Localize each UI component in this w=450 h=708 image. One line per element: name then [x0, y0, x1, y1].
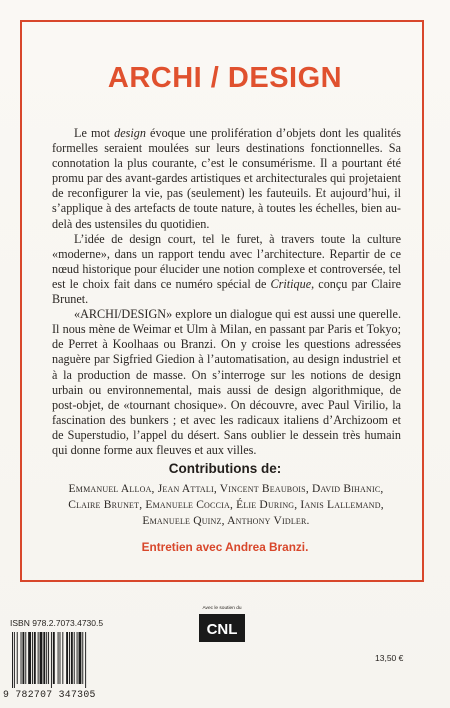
isbn-label: ISBN 978.2.7073.4730.5: [10, 618, 104, 628]
contributors-line-2: Claire Brunet, Emanuele Coccia, Élie During, Ianis Lallemand,: [68, 499, 384, 511]
contributions-heading: Contributions de:: [168, 461, 282, 476]
contributors-list: [36, 481, 416, 529]
contributors-line-3: Emanuele Quinz, Anthony Vidler.: [142, 515, 310, 527]
blurb-paragraph-1: Le mot design évoque une prolifération d’objets dont les qualités formelles seraient moulées sur leurs destinations fonctionnelles. Sa connotation la plus courante, c’est le consumérisme. Il a pourtant été promu par des avant-gardes artistiques et architecturales qui projetaient de reconfigurer la vie, pas (seulement) les fauteuils. Et aujourd’hui, il s’applique à des artefacts de toute nature, à toutes les échelles, bien au-delà des ustensiles du quotidien.: [52, 126, 401, 231]
price: 13,50 €: [375, 653, 404, 663]
cnl-logo: [199, 614, 245, 642]
barcode-digits: 9 782707 347305: [3, 689, 96, 700]
cnl-support-note: Avec le soutien du: [202, 606, 242, 611]
cnl-logo-text: CNL: [206, 621, 238, 638]
blurb: [52, 126, 401, 458]
interview-line: Entretien avec Andrea Branzi.: [141, 540, 309, 554]
blurb-paragraph-2: L’idée de design court, tel le furet, à travers toute la culture «moderne», dans un rapport tendu avec l’architecture. Repartir de ce nœud historique pour élucider une notion complexe et controversée, tel est le choix fait dans ce numéro spécial de Critique, conçu par Claire Brunet.: [52, 231, 401, 307]
contributors-line-1: Emmanuel Alloa, Jean Attali, Vincent Beaubois, David Bihanic,: [68, 483, 384, 495]
barcode-image: [10, 632, 114, 688]
blurb-paragraph-3: «ARCHI/DESIGN» explore un dialogue qui est aussi une querelle. Il nous mène de Weimar et Ulm à Milan, en passant par Paris et Tokyo; de Perret à Koolhaas ou Branzi. On y croise les questions adressées naguère par Sigfried Giedion à l’automatisation, au design industriel et à la production de masse. On s’interroge sur les notions de design urbain ou environnemental, mais aussi de design algorithmique, de post-objet, de «tournant chosique». On découvre, avec Paul Virilio, la fascination des bunkers ; et avec les radicaux italiens d’Archizoom et de Superstudio, l’appel du désert. Sans oublier le dessein très humain qui donne forme aux fleuves et aux villes.: [52, 307, 401, 457]
cover-title: ARCHI / DESIGN: [107, 62, 343, 94]
